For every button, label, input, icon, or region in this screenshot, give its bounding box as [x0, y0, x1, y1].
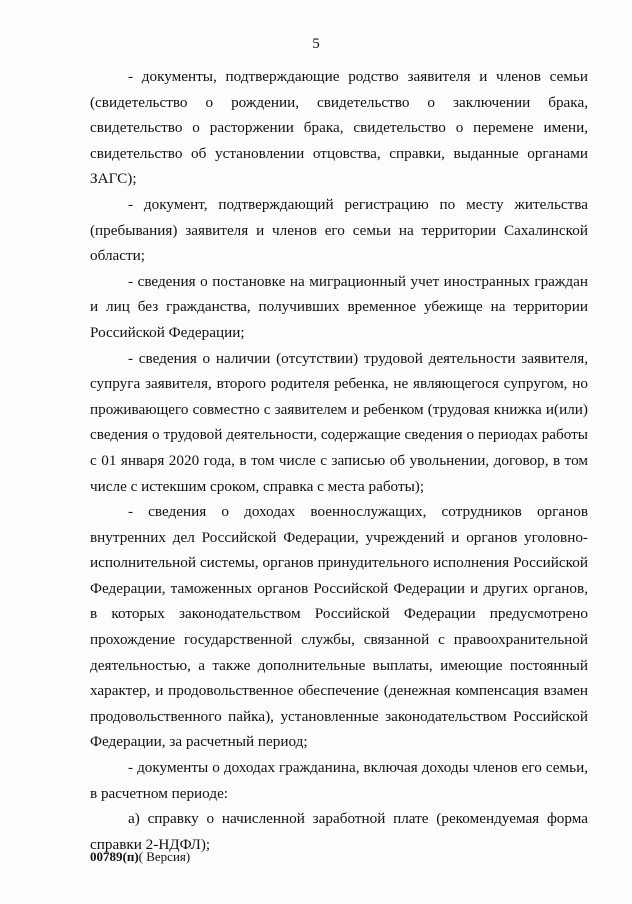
footer-version: ( Версия) [138, 849, 191, 864]
paragraph-kinship-documents: - документы, подтверждающие родство заявителя и членов семьи (свидетельство о рождении, свидетельство о заключении брака, свидетельство о расторжении брака, свидетельство о перемене имени, свидетельство об установлении отцовства, справки, выданные органами ЗАГС); [90, 68, 588, 188]
paragraph-salary-certificate: а) справку о начисленной заработной плате (рекомендуемая форма справки 2-НДФЛ); [90, 810, 588, 853]
footer-code: 00789(п) [90, 849, 139, 864]
paragraph-employment-information: - сведения о наличии (отсутствии) трудовой деятельности заявителя, супруга заявителя, второго родителя ребенка, не являющегося супругом, но проживающего совместно с заявителем и ребенком (трудовая книжка и(или) сведения о трудовой деятельности, содержащие сведения о периодах работы с 01 января 2020 года, в том числе с записью об увольнении, договор, в том числе с истекшим сроком, справка с места работы); [90, 349, 588, 495]
document-body [90, 64, 588, 857]
document-footer [90, 849, 190, 865]
paragraph-income-documents: - документы о доходах гражданина, включая доходы членов его семьи, в расчетном периоде: [90, 759, 588, 802]
paragraph-registration-document: - документ, подтверждающий регистрацию по месту жительства (пребывания) заявителя и членов его семьи на территории Сахалинской области; [90, 195, 588, 265]
paragraph-migration-registration: - сведения о постановке на миграционный учет иностранных граждан и лиц без гражданства, получивших временное убежище на территории Российской Федерации; [90, 272, 588, 341]
page-number: 5 [312, 36, 320, 52]
paragraph-military-income: - сведения о доходах военнослужащих, сотрудников органов внутренних дел Российской Федерации, учреждений и органов уголовно-исполнительной системы, органов принудительного исполнения Российской Федерации, таможенных органов Российской Федерации и других органов, в которых законодательством Российской Федерации предусмотрено прохождение государственной службы, связанной с правоохранительной деятельностью, а также дополнительные выплаты, имеющие постоянный характер, и продовольственное обеспечение (денежная компенсация взамен продовольственного пайка), установленные законодательством Российской Федерации, за расчетный период; [90, 503, 588, 751]
